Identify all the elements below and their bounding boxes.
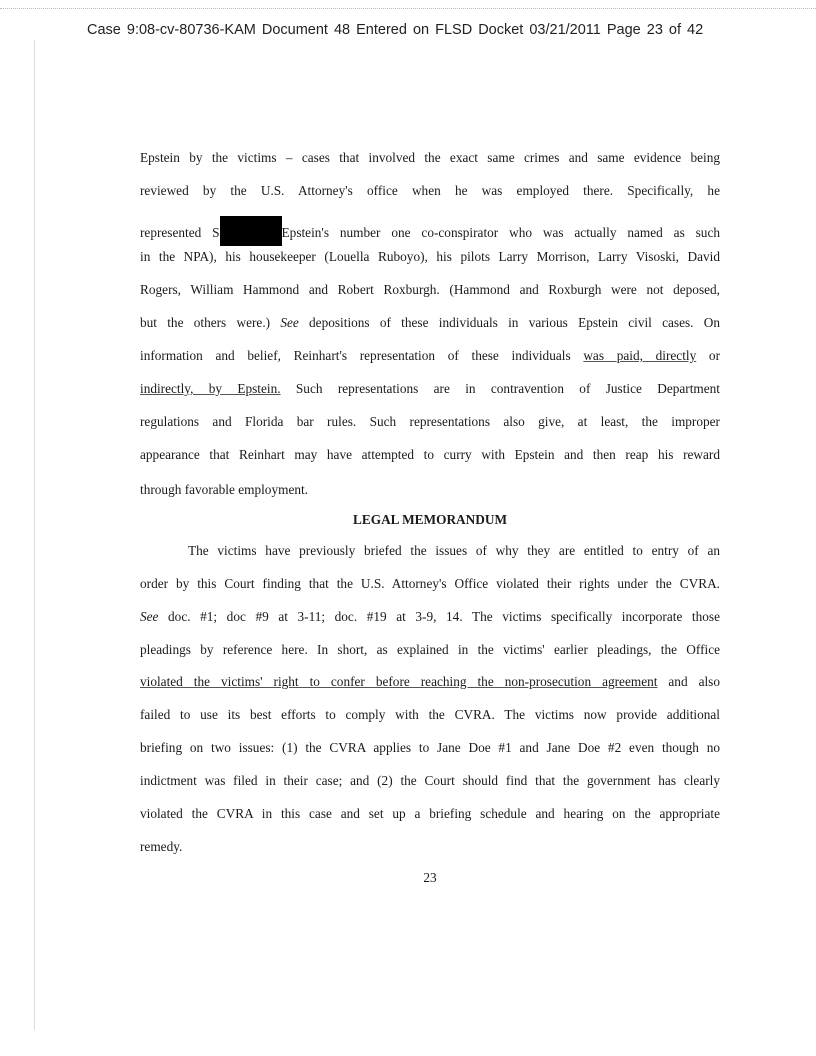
citation-signal: See [140,609,159,624]
text: but the others were.) [140,315,281,330]
text: doc. #1; doc #9 at 3-11; doc. #19 at 3-9, 14. The victims specifically incorporate those [158,609,720,624]
text: depositions of these individuals in various Epstein civil cases. On [298,315,720,330]
underlined-text: indirectly, by Epstein. [140,381,281,396]
body-line: remedy. [140,839,183,854]
body-line [140,609,720,625]
scan-left-edge [34,40,35,1030]
page-number: 23 [423,870,437,885]
redaction-box [220,216,282,246]
body-line [140,381,720,397]
body-line [140,315,720,331]
body-line: reviewed by the U.S. Attorney's office when he was employed there. Specifically, he [140,183,720,198]
text: information and belief, Reinhart's representation of these individuals [140,348,584,363]
docket-header: Case 9:08-cv-80736-KAM Document 48 Entered on FLSD Docket 03/21/2011 Page 23 of 42 [87,22,704,38]
text: or [696,348,721,363]
body-line: pleadings by reference here. In short, as explained in the victims' earlier pleadings, the Office [140,642,720,657]
citation-signal: See [280,315,299,330]
body-line: indictment was filed in their case; and (2) the Court should find that the government has clearly [140,773,720,788]
section-heading: LEGAL MEMORANDUM [352,512,508,527]
text: Epstein's number one co-conspirator who was actually named as such [281,225,720,240]
body-line: violated the CVRA in this case and set up a briefing schedule and hearing on the appropriate [140,806,720,821]
scan-top-edge [0,0,816,9]
underlined-text: was paid, directly [583,348,697,363]
text: and also [657,674,720,689]
body-line: Epstein by the victims – cases that involved the exact same crimes and same evidence being [140,150,720,165]
text: Such representations are in contravention of Justice Department [280,381,720,396]
body-line: regulations and Florida bar rules. Such representations also give, at least, the improper [140,414,720,429]
body-line: in the NPA), his housekeeper (Louella Ruboyo), his pilots Larry Morrison, Larry Visoski, David [140,249,720,264]
body-line: order by this Court finding that the U.S. Attorney's Office violated their rights under the CVRA. [140,576,720,591]
body-line: failed to use its best efforts to comply with the CVRA. The victims now provide additional [140,707,720,722]
body-line [140,216,720,246]
underlined-text: violated the victims' right to confer before reaching the non-prosecution agreement [140,674,658,689]
body-line [140,674,720,690]
body-line: appearance that Reinhart may have attempted to curry with Epstein and then reap his reward [140,447,720,462]
body-line: Rogers, William Hammond and Robert Roxburgh. (Hammond and Roxburgh were not deposed, [140,282,720,297]
text: represented S [140,225,220,240]
body-line: through favorable employment. [140,482,309,497]
body-line [140,348,720,364]
body-line: briefing on two issues: (1) the CVRA applies to Jane Doe #1 and Jane Doe #2 even though no [140,740,720,755]
body-line: The victims have previously briefed the issues of why they are entitled to entry of an [188,543,720,558]
